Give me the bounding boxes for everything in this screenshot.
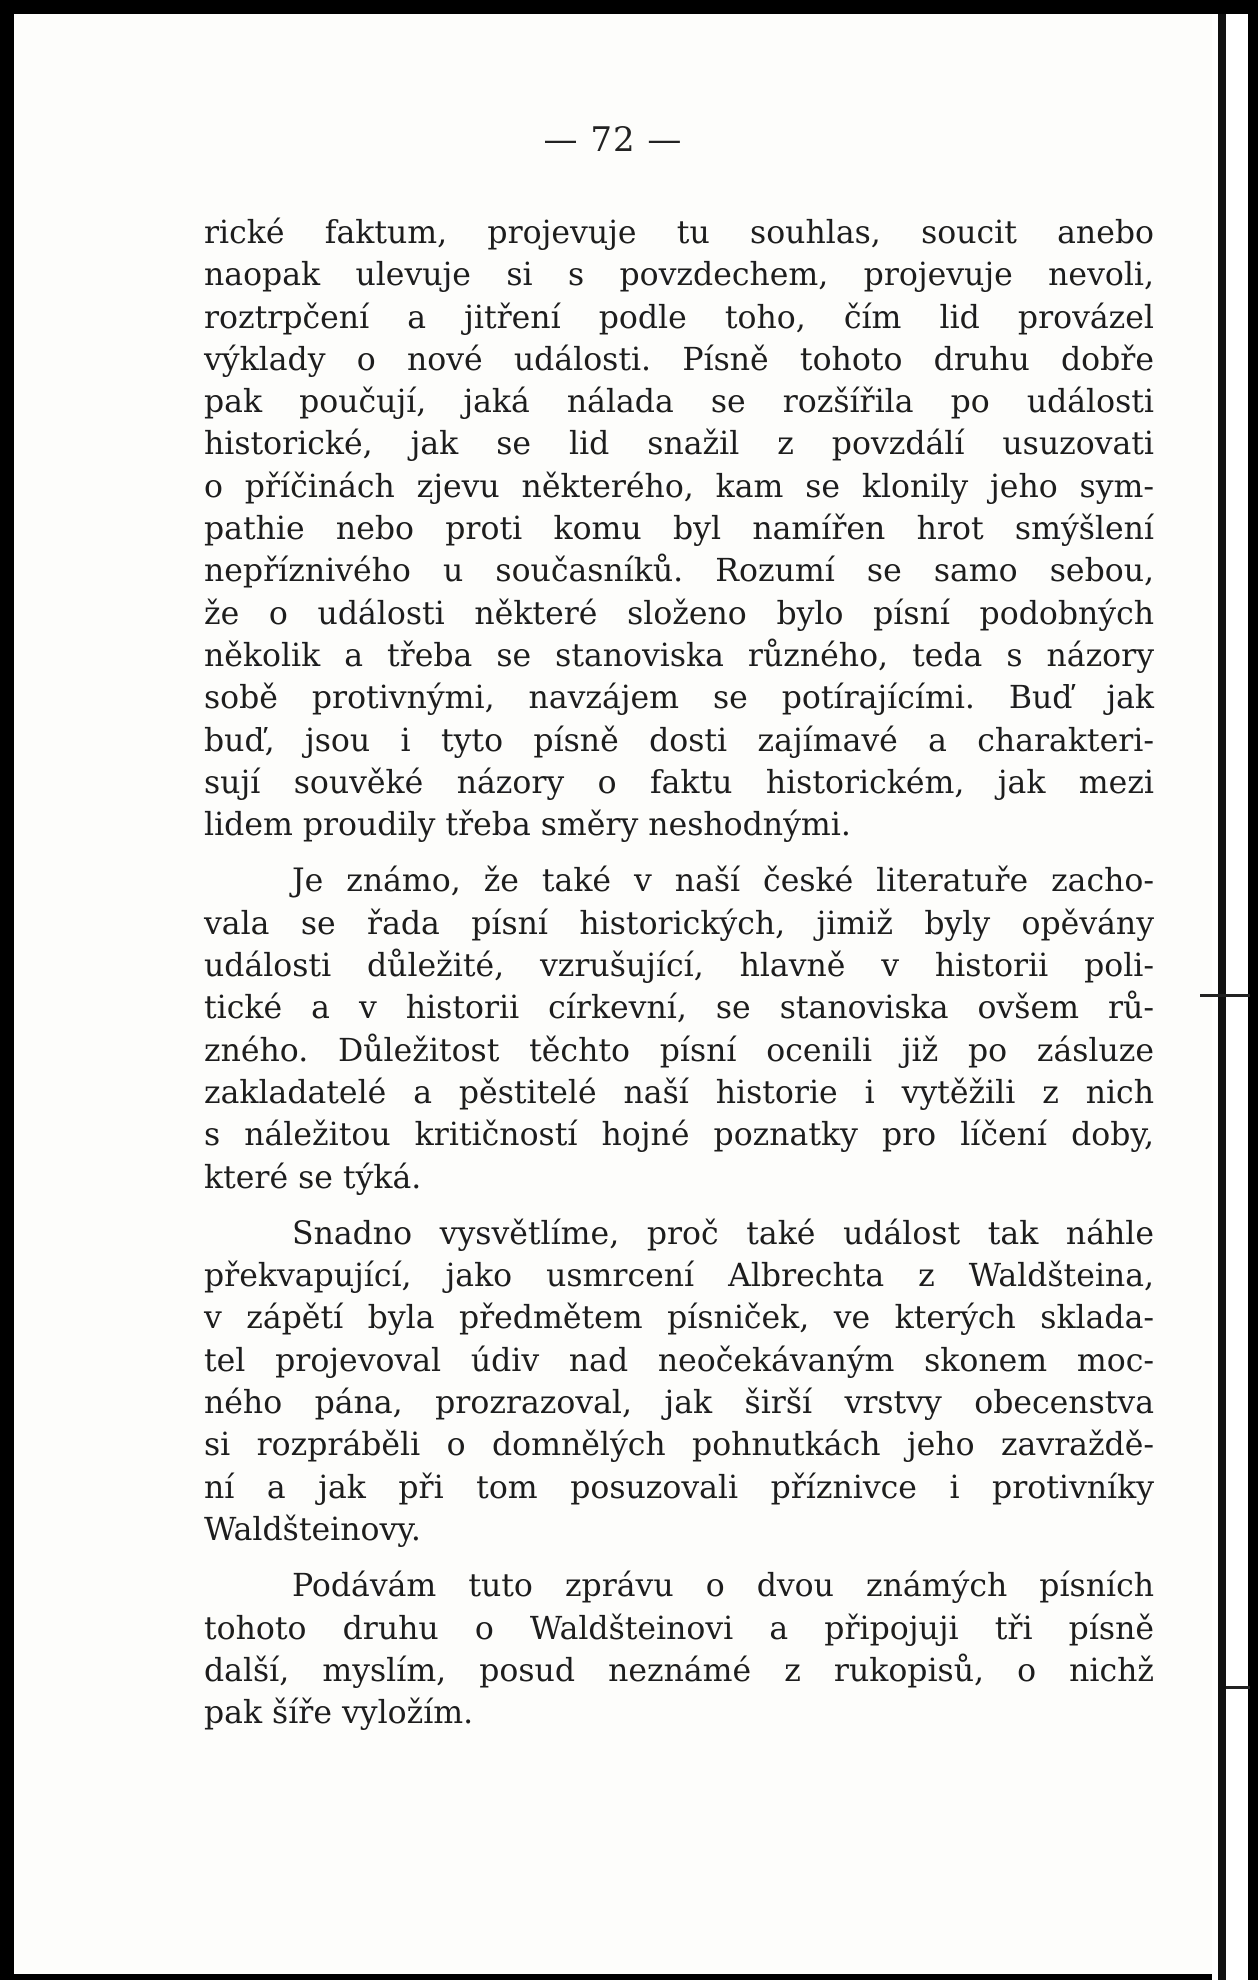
body-text — [204, 212, 1154, 1734]
text-line: pak šíře vyložím. — [204, 1695, 474, 1732]
text-line: Snadno vysvětlíme, proč také událost tak náhle — [292, 1215, 1154, 1252]
text-line: ní a jak při tom posuzovali příznivce i protivníky — [204, 1469, 1154, 1506]
text-line: Waldšteinovy. — [204, 1511, 421, 1548]
text-line: Podávám tuto zprávu o dvou známých písních — [292, 1568, 1154, 1605]
gutter-tick-mark — [1226, 1686, 1250, 1689]
text-line: zného. Důležitost těchto písní ocenili již po zásluze — [204, 1032, 1154, 1069]
text-line: výklady o nové události. Písně tohoto druhu dobře — [204, 341, 1154, 378]
text-line: zakladatelé a pěstitelé naší historie i vytěžili z nich — [204, 1074, 1154, 1111]
text-line: si rozpráběli o domnělých pohnutkách jeho zavraždě- — [204, 1427, 1154, 1464]
text-line: naopak ulevuje si s povzdechem, projevuje nevoli, — [204, 257, 1154, 294]
gutter-edge-line — [1218, 14, 1226, 1980]
book-page — [14, 14, 1212, 1974]
text-line: pak poučují, jaká nálada se rozšířila po události — [204, 384, 1154, 421]
text-line: ného pána, prozrazoval, jak širší vrstvy obecenstva — [204, 1385, 1154, 1422]
paragraph-1 — [204, 212, 1154, 846]
text-line: s náležitou kritičností hojné poznatky pro líčení doby, — [204, 1117, 1154, 1154]
text-line: vala se řada písní historických, jimiž byly opěvány — [204, 905, 1154, 942]
text-line: sobě protivnými, navzájem se potírajícími. Buď jak — [204, 680, 1154, 717]
text-line: roztrpčení a jitření podle toho, čím lid provázel — [204, 299, 1154, 336]
gutter-tick-mark — [1200, 994, 1250, 997]
text-line: historické, jak se lid snažil z povzdálí usuzovati — [204, 426, 1154, 463]
text-line: sují souvěké názory o faktu historickém, jak mezi — [204, 764, 1154, 801]
text-line: buď, jsou i tyto písně dosti zajímavé a charakteri- — [204, 722, 1154, 759]
text-line: události důležité, vzrušující, hlavně v historii poli- — [204, 948, 1154, 985]
page-number: — 72 — — [543, 120, 683, 160]
paragraph-2 — [204, 860, 1154, 1198]
text-line: že o události některé složeno bylo písní podobných — [204, 595, 1154, 632]
text-line: nepříznivého u současníků. Rozumí se samo sebou, — [204, 553, 1154, 590]
text-line: tohoto druhu o Waldšteinovi a připojuji tři písně — [204, 1610, 1154, 1647]
paragraph-3 — [204, 1213, 1154, 1551]
text-line: v zápětí byla předmětem písniček, ve kterých sklada- — [204, 1300, 1154, 1337]
text-line: další, myslím, posud neznámé z rukopisů, o nichž — [204, 1652, 1154, 1689]
text-line: tické a v historii církevní, se stanoviska ovšem rů- — [204, 990, 1154, 1027]
text-line: pathie nebo proti komu byl namířen hrot smýšlení — [204, 511, 1154, 548]
text-line: několik a třeba se stanoviska různého, teda s názory — [204, 637, 1154, 674]
text-line: tel projevoval údiv nad neočekávaným skonem moc- — [204, 1342, 1154, 1379]
text-line: které se týká. — [204, 1159, 422, 1196]
paragraph-4 — [204, 1565, 1154, 1734]
text-line: Je známo, že také v naší české literatuře zacho- — [292, 863, 1154, 900]
text-line: o příčinách zjevu některého, kam se klonily jeho sym- — [204, 468, 1154, 505]
text-line: překvapující, jako usmrcení Albrechta z Waldšteina, — [204, 1258, 1154, 1295]
text-line: rické faktum, projevuje tu souhlas, soucit anebo — [204, 215, 1154, 251]
text-line: lidem proudily třeba směry neshodnými. — [204, 807, 851, 844]
